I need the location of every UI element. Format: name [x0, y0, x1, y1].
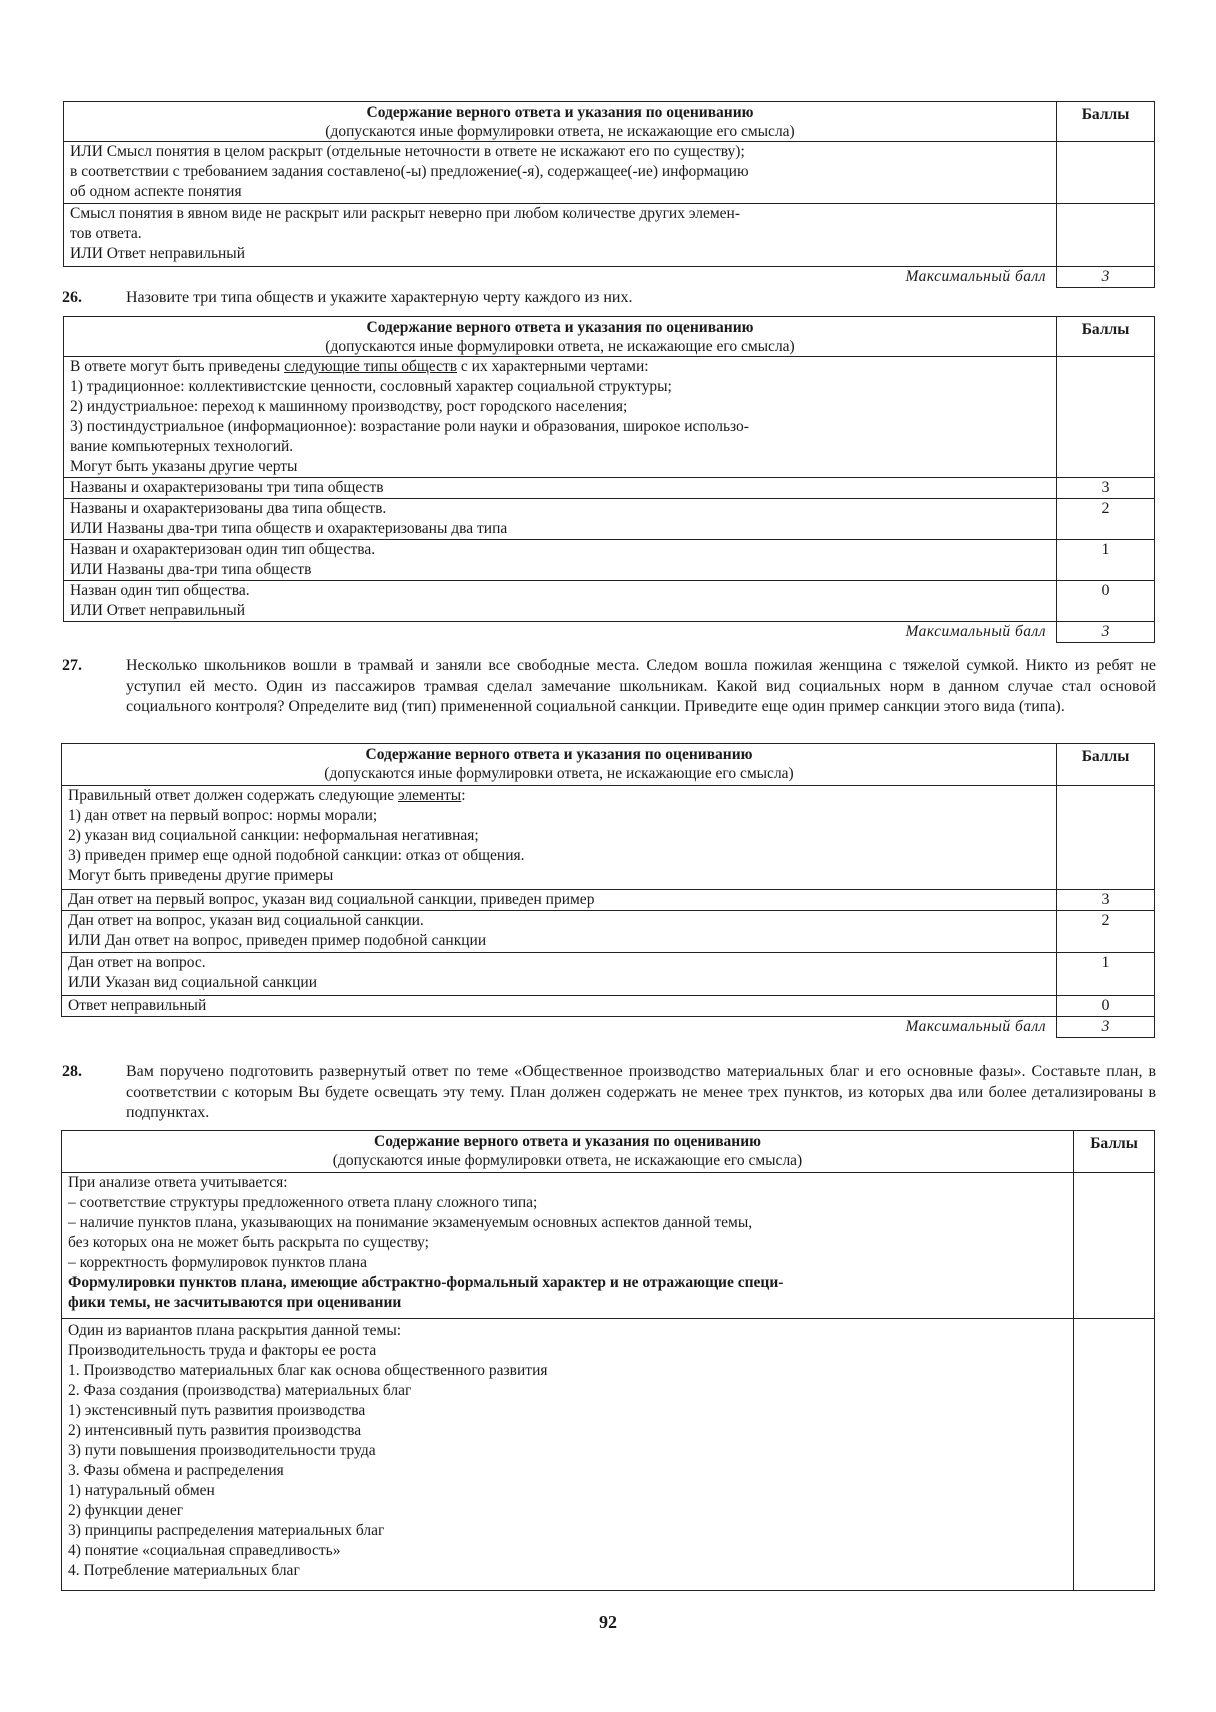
criterion-line: Названы и охарактеризованы два типа обществ. [70, 500, 387, 517]
task-text: Вам поручено подготовить развернутый ответ по теме «Общественное производство материальных благ и его основные фазы». Составьте план, в соответствии с которым Вы будете освещать эту тему. План должен содержать не менее трех пунктов, из которых два или более детализированы в подпунктах. [126, 1063, 1156, 1121]
intro-underlined-text: элементы [398, 787, 462, 804]
intro-text: Правильный ответ должен содержать следующие [68, 787, 399, 804]
score-cell: 0 [1057, 581, 1155, 622]
plan-line: 2. Фаза создания (производства) материальных благ [68, 1382, 412, 1399]
max-score-value: 3 [1057, 622, 1155, 643]
answer-header-cell [64, 317, 1057, 357]
table-row [64, 499, 1155, 540]
criterion-line: ИЛИ Указан вид социальной санкции [68, 974, 318, 991]
plan-line: Производительность труда и факторы ее роста [68, 1342, 377, 1359]
table-row [64, 581, 1155, 622]
answer-line: 3) постиндустриальное (информационное): возрастание роли науки и образования, широкое использо- [70, 418, 749, 435]
answer-line: 1) традиционное: коллективистские ценности, сословный характер социальной структуры; [70, 378, 672, 395]
criterion-line: в соответствии с требованием задания составлено(-ы) предложение(-я), содержащее(-ие) информацию [70, 163, 749, 180]
table-row [62, 1319, 1155, 1591]
criterion-cell [62, 911, 1057, 953]
criterion-line: Смысл понятия в явном виде не раскрыт или раскрыт неверно при любом количестве других элемен- [70, 205, 740, 222]
criteria-line: – наличие пунктов плана, указывающих на понимание экзаменуемым основных аспектов данной темы, [68, 1214, 753, 1231]
score-cell [1057, 204, 1155, 267]
answer-intro-line [68, 786, 1050, 806]
table-row [62, 911, 1155, 953]
plan-line: 4. Потребление материальных благ [68, 1562, 300, 1579]
answer-header-cell [62, 744, 1057, 786]
score-cell: 0 [1057, 996, 1155, 1017]
table-row [62, 890, 1155, 911]
score-header: Баллы [1057, 317, 1155, 357]
criterion-line: тов ответа. [70, 225, 142, 242]
plan-line: 3) пути повышения производительности труда [68, 1442, 376, 1459]
plan-line: 3) принципы распределения материальных благ [68, 1522, 385, 1539]
max-score-label: Максимальный балл [62, 1017, 1057, 1038]
criteria-bold-line: фики темы, не засчитываются при оценивании [68, 1294, 402, 1311]
score-header: Баллы [1057, 744, 1155, 786]
page-number: 92 [599, 1612, 617, 1632]
criterion-line: об одном аспекте понятия [70, 183, 242, 200]
criterion-line: Назван и охарактеризован один тип общества. [70, 541, 376, 558]
header-subtitle: (допускаются иные формулировки ответа, не искажающие его смысла) [332, 1152, 803, 1169]
answer-content-cell [62, 786, 1057, 890]
criteria-line: При анализе ответа учитывается: [68, 1174, 288, 1191]
plan-line: 3. Фазы обмена и распределения [68, 1462, 284, 1479]
criteria-line: без которых она не может быть раскрыта по существу; [68, 1234, 429, 1251]
table-row [62, 786, 1155, 890]
table-row [64, 478, 1155, 499]
criterion-line: ИЛИ Ответ неправильный [70, 602, 246, 619]
criterion-line: ИЛИ Смысл понятия в целом раскрыт (отдельные неточности в ответе не искажают его по существу); [70, 143, 745, 160]
table-row [62, 1173, 1155, 1319]
criterion-cell [64, 540, 1057, 581]
criterion-cell [64, 204, 1057, 267]
plan-line: 1) экстенсивный путь развития производства [68, 1402, 366, 1419]
criterion-cell [64, 142, 1057, 204]
criterion-line: ИЛИ Дан ответ на вопрос, приведен пример подобной санкции [68, 932, 487, 949]
criteria-bold-line: Формулировки пунктов плана, имеющие абстрактно-формальный характер и не отражающие специ- [68, 1274, 784, 1291]
criteria-line: – соответствие структуры предложенного ответа плану сложного типа; [68, 1194, 538, 1211]
score-cell: 2 [1057, 499, 1155, 540]
criterion-cell [64, 499, 1057, 540]
table-row [64, 357, 1155, 478]
score-cell [1057, 786, 1155, 890]
table-row [62, 996, 1155, 1017]
table-task-27 [61, 743, 1155, 1038]
criterion-cell: Названы и охарактеризованы три типа обществ [64, 478, 1057, 499]
table-task-25 [63, 101, 1155, 288]
score-cell: 2 [1057, 911, 1155, 953]
table-row [64, 142, 1155, 204]
criterion-line: ИЛИ Ответ неправильный [70, 245, 246, 262]
answer-content-cell [64, 357, 1057, 478]
answer-line: Могут быть указаны другие черты [70, 458, 298, 475]
task-27 [62, 656, 1156, 718]
table-task-26 [63, 316, 1155, 643]
answer-line: 3) приведен пример еще одной подобной санкции: отказ от общения. [68, 847, 525, 864]
table-row [64, 204, 1155, 267]
criterion-cell: Ответ неправильный [62, 996, 1057, 1017]
header-title: Содержание верного ответа и указания по оцениванию [366, 319, 754, 336]
criterion-cell [64, 581, 1057, 622]
task-number: 26. [62, 289, 82, 306]
table-row [62, 953, 1155, 996]
score-cell: 1 [1057, 540, 1155, 581]
plan-line: 1) натуральный обмен [68, 1482, 215, 1499]
score-header: Баллы [1074, 1131, 1155, 1173]
table-row [64, 540, 1155, 581]
task-text: Несколько школьников вошли в трамвай и заняли все свободные места. Следом вошла пожилая женщина с тяжелой сумкой. Никто из ребят не уступил ей место. Один из пассажиров трамвая сделал замечание школьникам. Какой вид социальных норм в данном случае стал основой социального контроля? Определите вид (тип) примененной социальной санкции. Приведите еще один пример санкции этого вида (типа). [126, 657, 1156, 715]
task-number: 27. [62, 657, 82, 674]
score-cell: 3 [1057, 890, 1155, 911]
criterion-line: ИЛИ Названы два-три типа обществ [70, 561, 312, 578]
plan-line: Один из вариантов плана раскрытия данной темы: [68, 1322, 402, 1339]
answer-line: Могут быть приведены другие примеры [68, 867, 334, 884]
intro-text: : [461, 787, 466, 804]
header-subtitle: (допускаются иные формулировки ответа, не искажающие его смысла) [325, 123, 795, 140]
answer-line: 1) дан ответ на первый вопрос: нормы морали; [68, 807, 378, 824]
intro-underlined-text: следующие типы обществ [284, 358, 458, 375]
task-28 [62, 1062, 1156, 1124]
answer-intro-line [70, 357, 1050, 377]
criterion-line: Дан ответ на вопрос. [68, 954, 206, 971]
header-subtitle: (допускаются иные формулировки ответа, не искажающие его смысла) [324, 765, 794, 782]
answer-line: 2) индустриальное: переход к машинному производству, рост городского населения; [70, 398, 628, 415]
score-header: Баллы [1057, 102, 1155, 142]
criterion-line: Дан ответ на вопрос, указан вид социальной санкции. [68, 912, 424, 929]
criterion-cell [62, 953, 1057, 996]
task-number: 28. [62, 1063, 82, 1080]
plan-cell [62, 1319, 1074, 1591]
plan-line: 2) интенсивный путь развития производства [68, 1422, 362, 1439]
answer-line: вание компьютерных технологий. [70, 438, 294, 455]
header-subtitle: (допускаются иные формулировки ответа, не искажающие его смысла) [325, 338, 795, 355]
score-cell [1074, 1319, 1155, 1591]
max-score-label: Максимальный балл [64, 267, 1057, 288]
score-cell [1057, 357, 1155, 478]
score-cell [1074, 1173, 1155, 1319]
criteria-cell [62, 1173, 1074, 1319]
plan-line: 2) функции денег [68, 1502, 184, 1519]
header-title: Содержание верного ответа и указания по оцениванию [365, 746, 753, 763]
max-score-row [64, 267, 1155, 288]
max-score-row [64, 622, 1155, 643]
table-task-28 [61, 1130, 1155, 1591]
plan-line: 1. Производство материальных благ как основа общественного развития [68, 1362, 548, 1379]
score-cell: 3 [1057, 478, 1155, 499]
table-header-row [64, 317, 1155, 357]
table-header-row [62, 744, 1155, 786]
score-cell [1057, 142, 1155, 204]
task-text: Назовите три типа обществ и укажите характерную черту каждого из них. [126, 289, 633, 306]
intro-text: с их характерными чертами: [457, 358, 649, 375]
max-score-value: 3 [1057, 267, 1155, 288]
answer-header-cell [62, 1131, 1074, 1173]
answer-line: 2) указан вид социальной санкции: неформальная негативная; [68, 827, 479, 844]
score-cell: 1 [1057, 953, 1155, 996]
max-score-label: Максимальный балл [64, 622, 1057, 643]
header-title: Содержание верного ответа и указания по оцениванию [374, 1133, 762, 1150]
table-header-row [62, 1131, 1155, 1173]
intro-text: В ответе могут быть приведены [70, 358, 285, 375]
criterion-line: ИЛИ Названы два-три типа обществ и охарактеризованы два типа [70, 520, 508, 537]
table-header-row [64, 102, 1155, 142]
max-score-row [62, 1017, 1155, 1038]
max-score-value: 3 [1057, 1017, 1155, 1038]
criterion-cell: Дан ответ на первый вопрос, указан вид социальной санкции, приведен пример [62, 890, 1057, 911]
plan-line: 4) понятие «социальная справедливость» [68, 1542, 341, 1559]
task-26 [62, 288, 1156, 309]
criteria-line: – корректность формулировок пунктов плана [68, 1254, 367, 1271]
answer-header-cell [64, 102, 1057, 142]
header-title: Содержание верного ответа и указания по оцениванию [366, 104, 754, 121]
criterion-line: Назван один тип общества. [70, 582, 250, 599]
